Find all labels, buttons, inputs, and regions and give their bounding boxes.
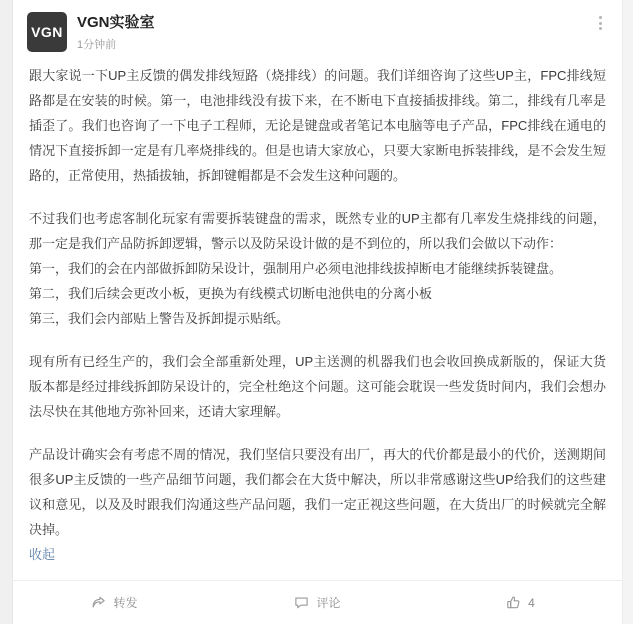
post-body	[13, 59, 622, 566]
left-rail	[0, 0, 13, 624]
post-paragraph: 不过我们也考虑客制化玩家有需要拆装键盘的需求，既然专业的UP主都有几率发生烧排线的问题，那一定是我们产品防拆卸逻辑，警示以及防呆设计做的是不到位的，所以我们会做以下动作：	[29, 211, 606, 251]
paragraph-spacer	[29, 331, 606, 349]
post-list-line: 第三，我们会内部贴上警告及拆卸提示贴纸。	[29, 311, 290, 326]
right-rail	[622, 0, 633, 624]
post-paragraph: 跟大家说一下UP主反馈的偶发排线短路（烧排线）的问题。我们详细咨询了这些UP主，FPC排线短路都是在安装的时候。第一，电池排线没有拔下来，在不断电下直接插拔排线。第二，排线有几率是插歪了。我们也咨询了一下电子工程师，无论是键盘或者笔记本电脑等电子产品，FPC排线在通电的情况下直接拆卸一定是有几率烧排线的。但是也请大家放心，只要大家断电拆装排线，是不会发生短路的，正常使用，热插拔轴，拆卸键帽都是不会发生这种问题的。	[29, 68, 606, 183]
avatar[interactable]: VGN	[27, 12, 67, 52]
share-label: 转发	[113, 596, 138, 610]
share-icon	[91, 595, 106, 610]
thumbs-up-icon	[506, 595, 521, 610]
comment-label: 评论	[316, 596, 341, 610]
comment-icon	[294, 595, 309, 610]
like-button[interactable]	[419, 581, 622, 624]
post-list-line: 第一，我们的会在内部做拆卸防呆设计，强制用户必须电池排线拔掉断电才能继续拆装键盘。	[29, 261, 563, 276]
more-options-icon[interactable]	[592, 14, 608, 32]
collapse-toggle[interactable]: 收起	[29, 547, 56, 562]
author-name[interactable]: VGN实验室	[77, 14, 155, 31]
comment-button[interactable]	[216, 581, 419, 624]
post-card	[13, 0, 622, 624]
post-header	[13, 0, 622, 59]
author-block	[77, 12, 155, 53]
post-timestamp: 1分钟前	[77, 39, 117, 51]
post-paragraph: 产品设计确实会有考虑不周的情况，我们坚信只要没有出厂，再大的代价都是最小的代价，送测期间很多UP主反馈的一些产品细节问题，我们都会在大货中解决，所以非常感谢这些UP给我们的这些建议和意见，以及及时跟我们沟通这些产品问题，我们一定正视这些问题，在大货出厂的时候就完全解决掉。	[29, 447, 606, 537]
post-paragraph: 现有所有已经生产的，我们会全部重新处理，UP主送测的机器我们也会收回换成新版的，保证大货版本都是经过排线拆卸防呆设计的，完全杜绝这个问题。这可能会耽误一些发货时间内，我们会想办法尽快在其他地方弥补回来，还请大家理解。	[29, 354, 606, 419]
share-button[interactable]	[13, 581, 216, 624]
post-footer	[13, 580, 622, 624]
post-list-line: 第二，我们后续会更改小板，更换为有线模式切断电池供电的分离小板	[29, 286, 433, 301]
like-count: 4	[528, 595, 535, 610]
